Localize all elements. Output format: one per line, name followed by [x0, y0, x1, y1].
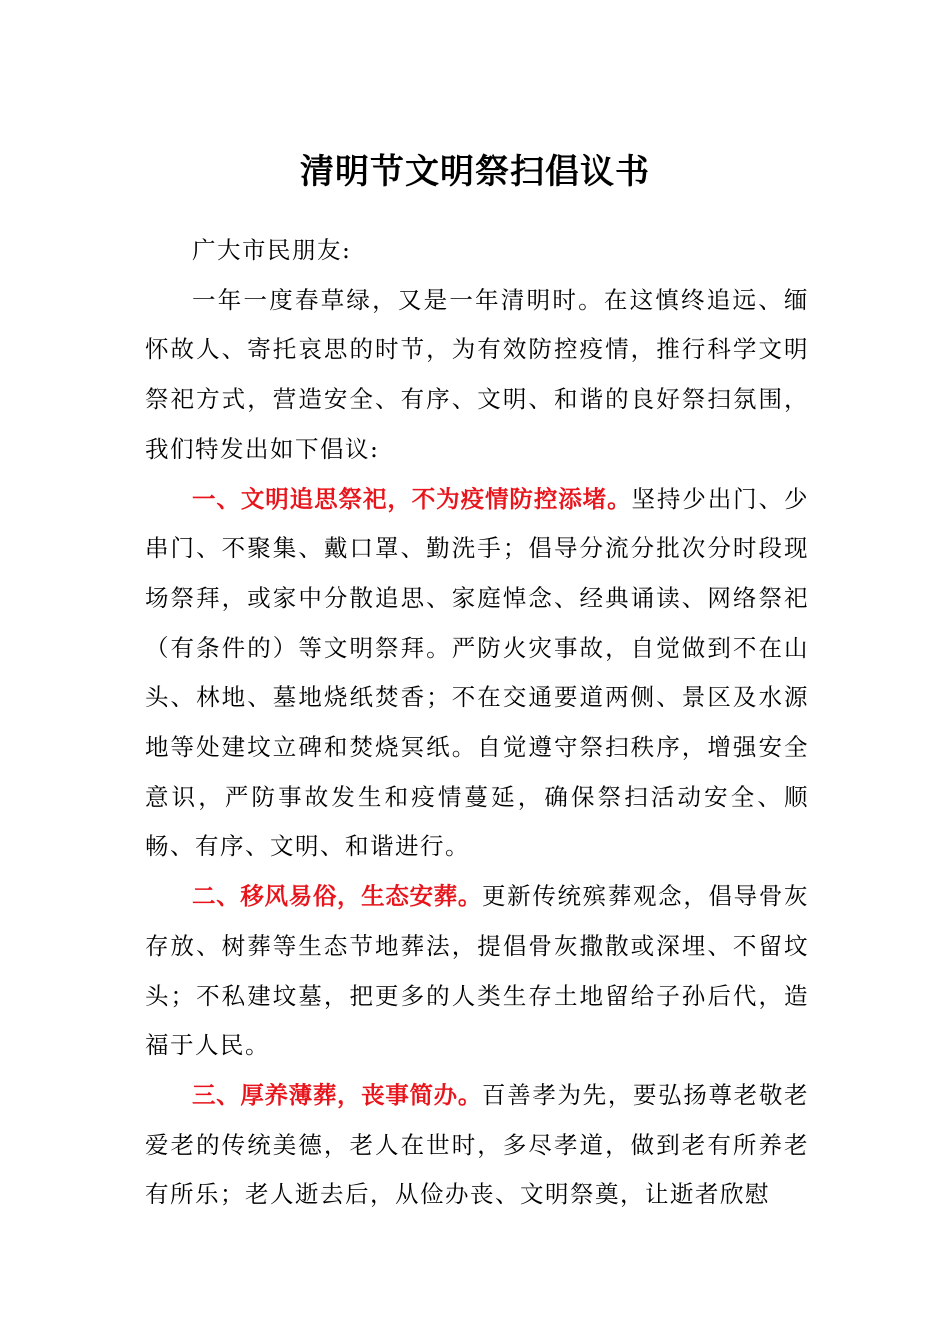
proposal-item-1 — [145, 475, 809, 873]
salutation: 广大市民朋友: — [192, 236, 352, 264]
intro-paragraph: 一年一度春草绿，又是一年清明时。在这慎终追远、缅怀故人、寄托哀思的时节，为有效防控疫情，推行科学文明祭祀方式，营造安全、有序、文明、和谐的良好祭扫氛围，我们特发出如下倡议: — [145, 285, 809, 463]
proposal-text-1: 坚持少出门、少串门、不聚集、戴口罩、勤洗手；倡导分流分批次分时段现场祭拜，或家中分散追思、家庭悼念、经典诵读、网络祭祀（有条件的）等文明祭拜。严防火灾事故，自觉做到不在山头、林地、墓地烧纸焚香；不在交通要道两侧、景区及水源地等处建坟立碑和焚烧冥纸。自觉遵守祭扫秩序，增强安全意识，严防事故发生和疫情蔓延，确保祭扫活动安全、顺畅、有序、文明、和谐进行。 — [145, 484, 809, 861]
proposal-heading-3: 三、厚养薄葬，丧事简办。 — [192, 1080, 482, 1109]
document-title: 清明节文明祭扫倡议书 — [300, 152, 650, 192]
document-body — [145, 226, 809, 1220]
proposal-text-2: 更新传统殡葬观念，倡导骨灰存放、树葬等生态节地葬法，提倡骨灰撒散或深埋、不留坟头；不私建坟墓，把更多的人类生存土地留给子孙后代，造福于人民。 — [145, 882, 809, 1060]
proposal-item-2 — [145, 872, 809, 1071]
proposal-heading-1: 一、文明追思祭祀，不为疫情防控添堵。 — [192, 484, 632, 513]
proposal-heading-2: 二、移风易俗，生态安葬。 — [192, 882, 482, 911]
proposal-text-3: 百善孝为先，要弘扬尊老敬老爱老的传统美德，老人在世时，多尽孝道，做到老有所养老有所乐；老人逝去后，从俭办丧、文明祭奠，让逝者欣慰 — [145, 1080, 809, 1209]
proposal-item-3 — [145, 1071, 809, 1220]
